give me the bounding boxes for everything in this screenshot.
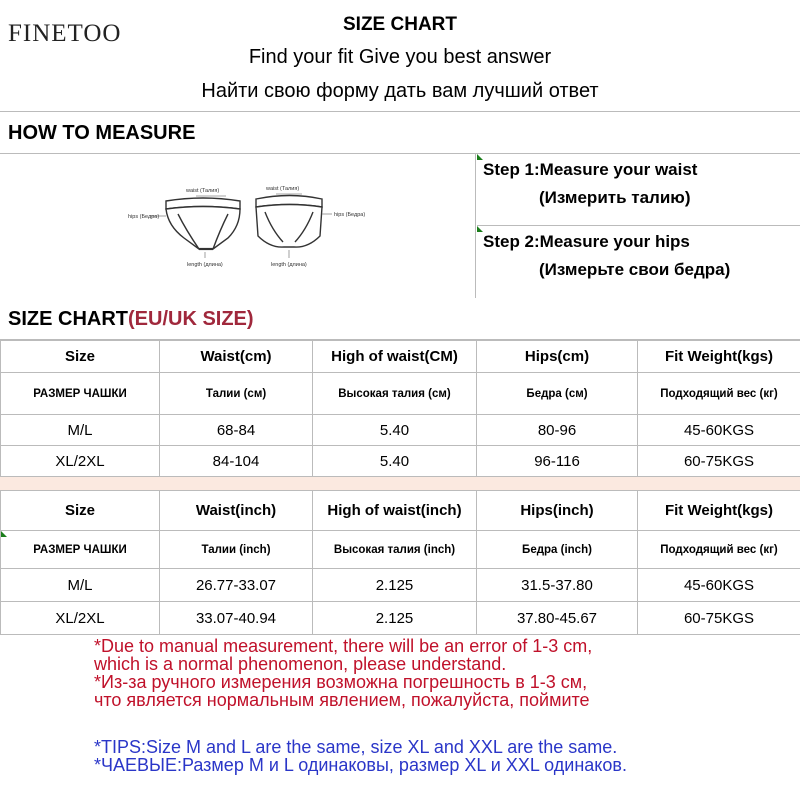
table-header-cell: Size bbox=[1, 491, 160, 531]
page-title: SIZE CHART bbox=[343, 14, 457, 35]
subtitle-en: Find your fit Give you best answer bbox=[248, 46, 552, 68]
size-chart-title bbox=[0, 298, 800, 340]
table-cell: 96-116 bbox=[477, 446, 638, 477]
table-cell: 60-75KGS bbox=[638, 602, 800, 635]
table-header-cell-ru: РАЗМЕР ЧАШКИ bbox=[1, 373, 160, 415]
size-table-inch bbox=[0, 490, 800, 635]
table-cell: 37.80-45.67 bbox=[477, 602, 638, 635]
note-en-line-1: *Due to manual measurement, there will be an error of 1-3 cm, bbox=[94, 636, 593, 656]
table-row bbox=[1, 602, 800, 635]
table-cell: 5.40 bbox=[313, 446, 477, 477]
step-1-en: Step 1:Measure your waist bbox=[483, 160, 698, 179]
table-header-cell-ru: Талии (inch) bbox=[160, 531, 313, 569]
table-cell: 31.5-37.80 bbox=[477, 569, 638, 602]
size-chart-title-main: SIZE CHART bbox=[8, 308, 128, 330]
size-table-cm bbox=[0, 340, 800, 477]
size-tips bbox=[94, 738, 800, 774]
measure-steps bbox=[477, 154, 800, 298]
table-cell: M/L bbox=[1, 415, 160, 446]
header bbox=[0, 0, 800, 112]
table-cell: XL/2XL bbox=[1, 602, 160, 635]
table-header-cell: Size bbox=[1, 341, 160, 373]
table-cell: M/L bbox=[1, 569, 160, 602]
hips-label-left: hips (Бедра) bbox=[128, 214, 160, 220]
note-ru-line-2: что является нормальным явлением, пожалуйста, поймите bbox=[94, 690, 590, 710]
table-header-row-ru bbox=[1, 373, 800, 415]
table-header-cell: High of waist(inch) bbox=[313, 491, 477, 531]
table-header-cell-ru: Высокая талия (inch) bbox=[313, 531, 477, 569]
brand-logo: FINETOO bbox=[8, 20, 122, 47]
table-separator bbox=[0, 476, 800, 490]
table-header-row-ru bbox=[1, 531, 800, 569]
table-cell: 80-96 bbox=[477, 415, 638, 446]
table-header-cell-ru: Подходящий вес (кг) bbox=[638, 373, 800, 415]
length-label-left: length (длина) bbox=[187, 262, 223, 268]
table-row bbox=[1, 415, 800, 446]
table-cell: 5.40 bbox=[313, 415, 477, 446]
measurement-notes bbox=[94, 637, 794, 709]
table-header-cell-ru: Бедра (см) bbox=[477, 373, 638, 415]
table-cell: 60-75KGS bbox=[638, 446, 800, 477]
table-header-cell: Waist(cm) bbox=[160, 341, 313, 373]
step-2-ru: (Измерьте свои бедра) bbox=[539, 260, 731, 279]
table-cell: 45-60KGS bbox=[638, 569, 800, 602]
tips-ru: *ЧАЕВЫЕ:Размер M и L одинаковы, размер XL и XXL одинаков. bbox=[94, 755, 627, 775]
table-header-cell-ru: Подходящий вес (кг) bbox=[638, 531, 800, 569]
step-2-en: Step 2:Measure your hips bbox=[483, 232, 690, 251]
note-en-line-2: which is a normal phenomenon, please understand. bbox=[94, 654, 507, 674]
table-header-cell: Hips(cm) bbox=[477, 341, 638, 373]
table-cell: 45-60KGS bbox=[638, 415, 800, 446]
table-header-cell-ru-text: РАЗМЕР ЧАШКИ bbox=[33, 543, 127, 556]
table-row bbox=[1, 569, 800, 602]
table-row bbox=[1, 446, 800, 477]
table-cell: 84-104 bbox=[160, 446, 313, 477]
table-cell: XL/2XL bbox=[1, 446, 160, 477]
tips-en: *TIPS:Size M and L are the same, size XL and XXL are the same. bbox=[94, 737, 618, 757]
table-header-cell-ru: Бедра (inch) bbox=[477, 531, 638, 569]
table-cell: 2.125 bbox=[313, 602, 477, 635]
waist-label-left: waist (Талия) bbox=[186, 188, 220, 194]
table-cell: 2.125 bbox=[313, 569, 477, 602]
note-ru-line-1: *Из-за ручного измерения возможна погрешность в 1-3 см, bbox=[94, 672, 588, 692]
table-header-cell: Hips(inch) bbox=[477, 491, 638, 531]
table-header-cell: Waist(inch) bbox=[160, 491, 313, 531]
step-1-ru: (Измерить талию) bbox=[539, 188, 691, 207]
how-to-measure-title: HOW TO MEASURE bbox=[0, 112, 800, 154]
length-label-right: length (длина) bbox=[271, 262, 307, 268]
table-cell: 68-84 bbox=[160, 415, 313, 446]
table-header-cell-ru: Высокая талия (см) bbox=[313, 373, 477, 415]
boyshort-diagram-right bbox=[256, 194, 332, 258]
table-header-cell: Fit Weight(kgs) bbox=[638, 341, 800, 373]
table-cell: 26.77-33.07 bbox=[160, 569, 313, 602]
table-header-cell: High of waist(CM) bbox=[313, 341, 477, 373]
subtitle-ru: Найти свою форму дать вам лучший ответ bbox=[201, 80, 599, 102]
table-cell: 33.07-40.94 bbox=[160, 602, 313, 635]
step-1 bbox=[477, 154, 800, 226]
table-header-cell-ru bbox=[1, 531, 160, 569]
hips-label-right: hips (Бедра) bbox=[334, 212, 366, 218]
table-header-row bbox=[1, 491, 800, 531]
size-chart-title-region: (EU/UK SIZE) bbox=[128, 308, 254, 330]
cell-marker-icon bbox=[1, 531, 7, 537]
panties-diagram-icon bbox=[0, 154, 476, 298]
waist-label-right: waist (Талия) bbox=[266, 186, 300, 192]
step-2 bbox=[477, 226, 800, 298]
table-header-cell-ru: Талии (см) bbox=[160, 373, 313, 415]
table-header-row bbox=[1, 341, 800, 373]
brief-diagram-left bbox=[150, 196, 240, 258]
measure-diagram bbox=[0, 154, 476, 298]
table-header-cell: Fit Weight(kgs) bbox=[638, 491, 800, 531]
